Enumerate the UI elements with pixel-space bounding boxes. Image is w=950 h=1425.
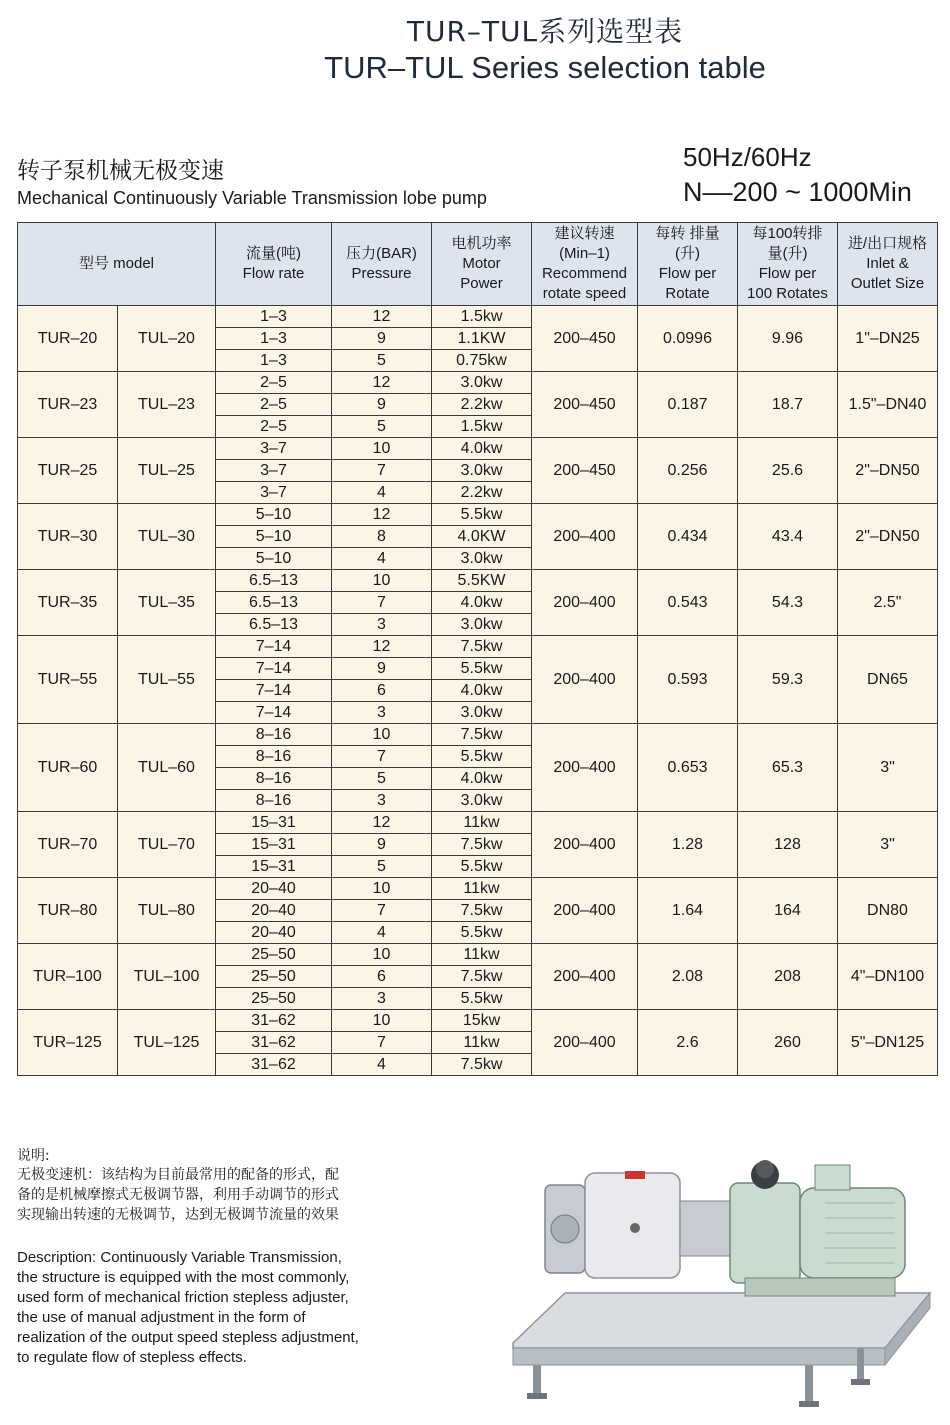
flow-per-rotate-cell: 2.08 [638,944,738,1010]
rotate-speed-cell: 200–450 [532,438,638,504]
model-tur-cell: TUR–70 [18,812,118,878]
flow-per-100-cell: 65.3 [738,724,838,812]
flow-per-100-cell: 18.7 [738,372,838,438]
model-tul-cell: TUL–20 [118,306,216,372]
flow-per-rotate-cell: 0.653 [638,724,738,812]
motor-power-cell: 5.5kw [432,856,532,878]
page-title-cn: TUR–TUL系列选型表 [406,15,684,48]
table-header-row [18,223,938,306]
motor-power-cell: 3.0kw [432,702,532,724]
note-cn-line: 备的是机械摩擦式无极调节器，利用手动调节的形式 [17,1187,339,1203]
pressure-cell: 10 [332,570,432,592]
inlet-outlet-cell: 4"–DN100 [838,944,938,1010]
flow-rate-cell: 1–3 [216,328,332,350]
frequency-label: 50Hz/60Hz [683,142,812,172]
motor-power-cell: 2.2kw [432,482,532,504]
motor-power-cell: 7.5kw [432,636,532,658]
flow-rate-cell: 5–10 [216,548,332,570]
pressure-cell: 8 [332,526,432,548]
motor-power-cell: 1.5kw [432,306,532,328]
motor-power-cell: 4.0kw [432,680,532,702]
motor-power-cell: 5.5KW [432,570,532,592]
flow-rate-cell: 7–14 [216,636,332,658]
pressure-cell: 7 [332,460,432,482]
pressure-cell: 4 [332,1054,432,1076]
flow-rate-cell: 6.5–13 [216,570,332,592]
flow-per-100-cell: 208 [738,944,838,1010]
pressure-cell: 5 [332,768,432,790]
motor-power-cell: 11kw [432,944,532,966]
pressure-cell: 3 [332,702,432,724]
description-line: used form of mechanical friction stepless adjuster, [17,1289,349,1306]
flow-rate-cell: 31–62 [216,1032,332,1054]
motor-power-cell: 2.2kw [432,394,532,416]
model-tul-cell: TUL–70 [118,812,216,878]
pressure-cell: 6 [332,680,432,702]
table-row [18,504,938,526]
flow-per-rotate-cell: 0.543 [638,570,738,636]
flow-rate-cell: 15–31 [216,812,332,834]
model-tul-cell: TUL–30 [118,504,216,570]
flow-rate-cell: 25–50 [216,988,332,1010]
description-line: Description: Continuously Variable Transmission, [17,1249,342,1266]
table-row [18,944,938,966]
description-line: the use of manual adjustment in the form of [17,1309,306,1326]
flow-rate-cell: 3–7 [216,438,332,460]
flow-per-100-cell: 9.96 [738,306,838,372]
flow-rate-cell: 8–16 [216,768,332,790]
model-tul-cell: TUL–80 [118,878,216,944]
rotate-speed-cell: 200–400 [532,570,638,636]
header-flow-rate: 流量(吨) Flow rate [216,223,332,306]
inlet-outlet-cell: 1.5"–DN40 [838,372,938,438]
inlet-outlet-cell: 2.5" [838,570,938,636]
inlet-outlet-cell: 2"–DN50 [838,504,938,570]
flow-rate-cell: 25–50 [216,944,332,966]
table-row [18,1010,938,1032]
model-tul-cell: TUL–25 [118,438,216,504]
flow-rate-cell: 7–14 [216,658,332,680]
pressure-cell: 5 [332,350,432,372]
motor-power-cell: 7.5kw [432,724,532,746]
header-motor-power: 电机功率 Motor Power [432,223,532,306]
flow-rate-cell: 2–5 [216,372,332,394]
flow-rate-cell: 15–31 [216,834,332,856]
header-inlet-outlet: 进/出口规格 Inlet & Outlet Size [838,223,938,306]
model-tur-cell: TUR–30 [18,504,118,570]
table-row [18,372,938,394]
motor-power-cell: 1.1KW [432,328,532,350]
motor-power-cell: 11kw [432,1032,532,1054]
pressure-cell: 9 [332,328,432,350]
model-tur-cell: TUR–80 [18,878,118,944]
rotate-speed-cell: 200–450 [532,372,638,438]
model-tur-cell: TUR–20 [18,306,118,372]
inlet-outlet-cell: 3" [838,812,938,878]
flow-per-100-cell: 164 [738,878,838,944]
pressure-cell: 10 [332,944,432,966]
pressure-cell: 7 [332,1032,432,1054]
motor-power-cell: 1.5kw [432,416,532,438]
description-line: to regulate flow of stepless effects. [17,1349,247,1366]
flow-rate-cell: 31–62 [216,1054,332,1076]
motor-power-cell: 3.0kw [432,460,532,482]
pressure-cell: 3 [332,614,432,636]
flow-rate-cell: 2–5 [216,416,332,438]
flow-per-rotate-cell: 0.0996 [638,306,738,372]
pressure-cell: 4 [332,548,432,570]
pressure-cell: 6 [332,966,432,988]
model-tul-cell: TUL–55 [118,636,216,724]
description-en [17,1248,417,1368]
rotate-speed-cell: 200–400 [532,878,638,944]
inlet-outlet-cell: 1"–DN25 [838,306,938,372]
inlet-outlet-cell: DN80 [838,878,938,944]
pressure-cell: 5 [332,416,432,438]
rotate-speed-cell: 200–400 [532,724,638,812]
rotate-speed-cell: 200–400 [532,1010,638,1076]
section-subtitle-cn: 转子泵机械无极变速 [17,158,224,184]
pressure-cell: 10 [332,724,432,746]
pressure-cell: 12 [332,504,432,526]
pressure-cell: 3 [332,988,432,1010]
rotate-speed-cell: 200–400 [532,944,638,1010]
flow-rate-cell: 8–16 [216,746,332,768]
flow-per-rotate-cell: 0.593 [638,636,738,724]
flow-rate-cell: 2–5 [216,394,332,416]
inlet-outlet-cell: 5"–DN125 [838,1010,938,1076]
flow-rate-cell: 20–40 [216,878,332,900]
inlet-outlet-cell: DN65 [838,636,938,724]
model-tur-cell: TUR–125 [18,1010,118,1076]
table-row [18,636,938,658]
note-cn [17,1165,417,1225]
motor-power-cell: 4.0KW [432,526,532,548]
pressure-cell: 4 [332,922,432,944]
description-line: the structure is equipped with the most commonly, [17,1269,350,1286]
motor-power-cell: 0.75kw [432,350,532,372]
flow-per-100-cell: 128 [738,812,838,878]
flow-rate-cell: 20–40 [216,900,332,922]
pressure-cell: 3 [332,790,432,812]
model-tul-cell: TUL–125 [118,1010,216,1076]
motor-power-cell: 7.5kw [432,1054,532,1076]
model-tur-cell: TUR–60 [18,724,118,812]
motor-power-cell: 5.5kw [432,746,532,768]
flow-per-rotate-cell: 1.64 [638,878,738,944]
note-cn-line: 实现输出转速的无极调节，达到无极调节流量的效果 [17,1207,339,1223]
table-row [18,724,938,746]
page-title-en: TUR–TUL Series selection table [324,50,766,85]
flow-per-100-cell: 25.6 [738,438,838,504]
motor-power-cell: 11kw [432,812,532,834]
motor-power-cell: 5.5kw [432,658,532,680]
pressure-cell: 12 [332,812,432,834]
flow-rate-cell: 25–50 [216,966,332,988]
flow-rate-cell: 5–10 [216,504,332,526]
lobe-pump-image [505,1143,935,1418]
motor-power-cell: 3.0kw [432,614,532,636]
motor-power-cell: 11kw [432,878,532,900]
section-subtitle-en: Mechanical Continuously Variable Transmission lobe pump [17,188,487,208]
pressure-cell: 10 [332,438,432,460]
model-tul-cell: TUL–60 [118,724,216,812]
inlet-outlet-cell: 2"–DN50 [838,438,938,504]
table-row [18,438,938,460]
flow-rate-cell: 1–3 [216,306,332,328]
pressure-cell: 5 [332,856,432,878]
flow-rate-cell: 1–3 [216,350,332,372]
rotate-speed-cell: 200–450 [532,306,638,372]
flow-rate-cell: 20–40 [216,922,332,944]
flow-per-rotate-cell: 0.434 [638,504,738,570]
header-model: 型号 model [18,223,216,306]
motor-power-cell: 4.0kw [432,438,532,460]
flow-per-100-cell: 59.3 [738,636,838,724]
header-rotate-speed: 建议转速 (Min–1) Recommend rotate speed [532,223,638,306]
model-tur-cell: TUR–25 [18,438,118,504]
flow-rate-cell: 6.5–13 [216,592,332,614]
pressure-cell: 4 [332,482,432,504]
flow-rate-cell: 3–7 [216,482,332,504]
model-tul-cell: TUL–100 [118,944,216,1010]
motor-power-cell: 15kw [432,1010,532,1032]
flow-per-rotate-cell: 2.6 [638,1010,738,1076]
description-line: realization of the output speed stepless adjustment, [17,1329,359,1346]
flow-rate-cell: 8–16 [216,790,332,812]
model-tur-cell: TUR–35 [18,570,118,636]
model-tul-cell: TUL–23 [118,372,216,438]
flow-per-rotate-cell: 1.28 [638,812,738,878]
pressure-cell: 9 [332,658,432,680]
motor-power-cell: 7.5kw [432,966,532,988]
flow-per-100-cell: 43.4 [738,504,838,570]
flow-per-100-cell: 54.3 [738,570,838,636]
flow-rate-cell: 5–10 [216,526,332,548]
pressure-cell: 7 [332,900,432,922]
pressure-cell: 12 [332,636,432,658]
table-body [18,306,938,1076]
pressure-cell: 10 [332,1010,432,1032]
flow-per-rotate-cell: 0.187 [638,372,738,438]
motor-power-cell: 5.5kw [432,504,532,526]
flow-per-100-cell: 260 [738,1010,838,1076]
table-row [18,570,938,592]
model-tur-cell: TUR–100 [18,944,118,1010]
rotate-speed-cell: 200–400 [532,636,638,724]
motor-power-cell: 3.0kw [432,548,532,570]
motor-power-cell: 5.5kw [432,922,532,944]
rotate-speed-cell: 200–400 [532,812,638,878]
note-cn-line: 无极变速机：该结构为目前最常用的配备的形式，配 [17,1167,339,1183]
table-row [18,306,938,328]
motor-power-cell: 3.0kw [432,790,532,812]
rotate-speed-cell: 200–400 [532,504,638,570]
model-tur-cell: TUR–23 [18,372,118,438]
motor-power-cell: 4.0kw [432,592,532,614]
note-label: 说明: [17,1148,50,1164]
pressure-cell: 7 [332,746,432,768]
header-flow-per-100: 每100转排 量(升) Flow per 100 Rotates [738,223,838,306]
pressure-cell: 7 [332,592,432,614]
flow-rate-cell: 7–14 [216,680,332,702]
motor-power-cell: 5.5kw [432,988,532,1010]
pressure-cell: 10 [332,878,432,900]
flow-rate-cell: 3–7 [216,460,332,482]
model-tur-cell: TUR–55 [18,636,118,724]
motor-power-cell: 7.5kw [432,900,532,922]
flow-rate-cell: 31–62 [216,1010,332,1032]
table-row [18,878,938,900]
motor-power-cell: 7.5kw [432,834,532,856]
flow-rate-cell: 15–31 [216,856,332,878]
selection-table [17,222,938,1076]
header-flow-per-rotate: 每转 排量 (升) Flow per Rotate [638,223,738,306]
flow-rate-cell: 6.5–13 [216,614,332,636]
model-tul-cell: TUL–35 [118,570,216,636]
pressure-cell: 12 [332,372,432,394]
flow-rate-cell: 7–14 [216,702,332,724]
motor-power-cell: 4.0kw [432,768,532,790]
pressure-cell: 12 [332,306,432,328]
pressure-cell: 9 [332,394,432,416]
header-pressure: 压力(BAR) Pressure [332,223,432,306]
pressure-cell: 9 [332,834,432,856]
flow-per-rotate-cell: 0.256 [638,438,738,504]
motor-power-cell: 3.0kw [432,372,532,394]
table-row [18,812,938,834]
speed-range-label: N––200 ~ 1000Min [683,177,912,207]
flow-rate-cell: 8–16 [216,724,332,746]
inlet-outlet-cell: 3" [838,724,938,812]
